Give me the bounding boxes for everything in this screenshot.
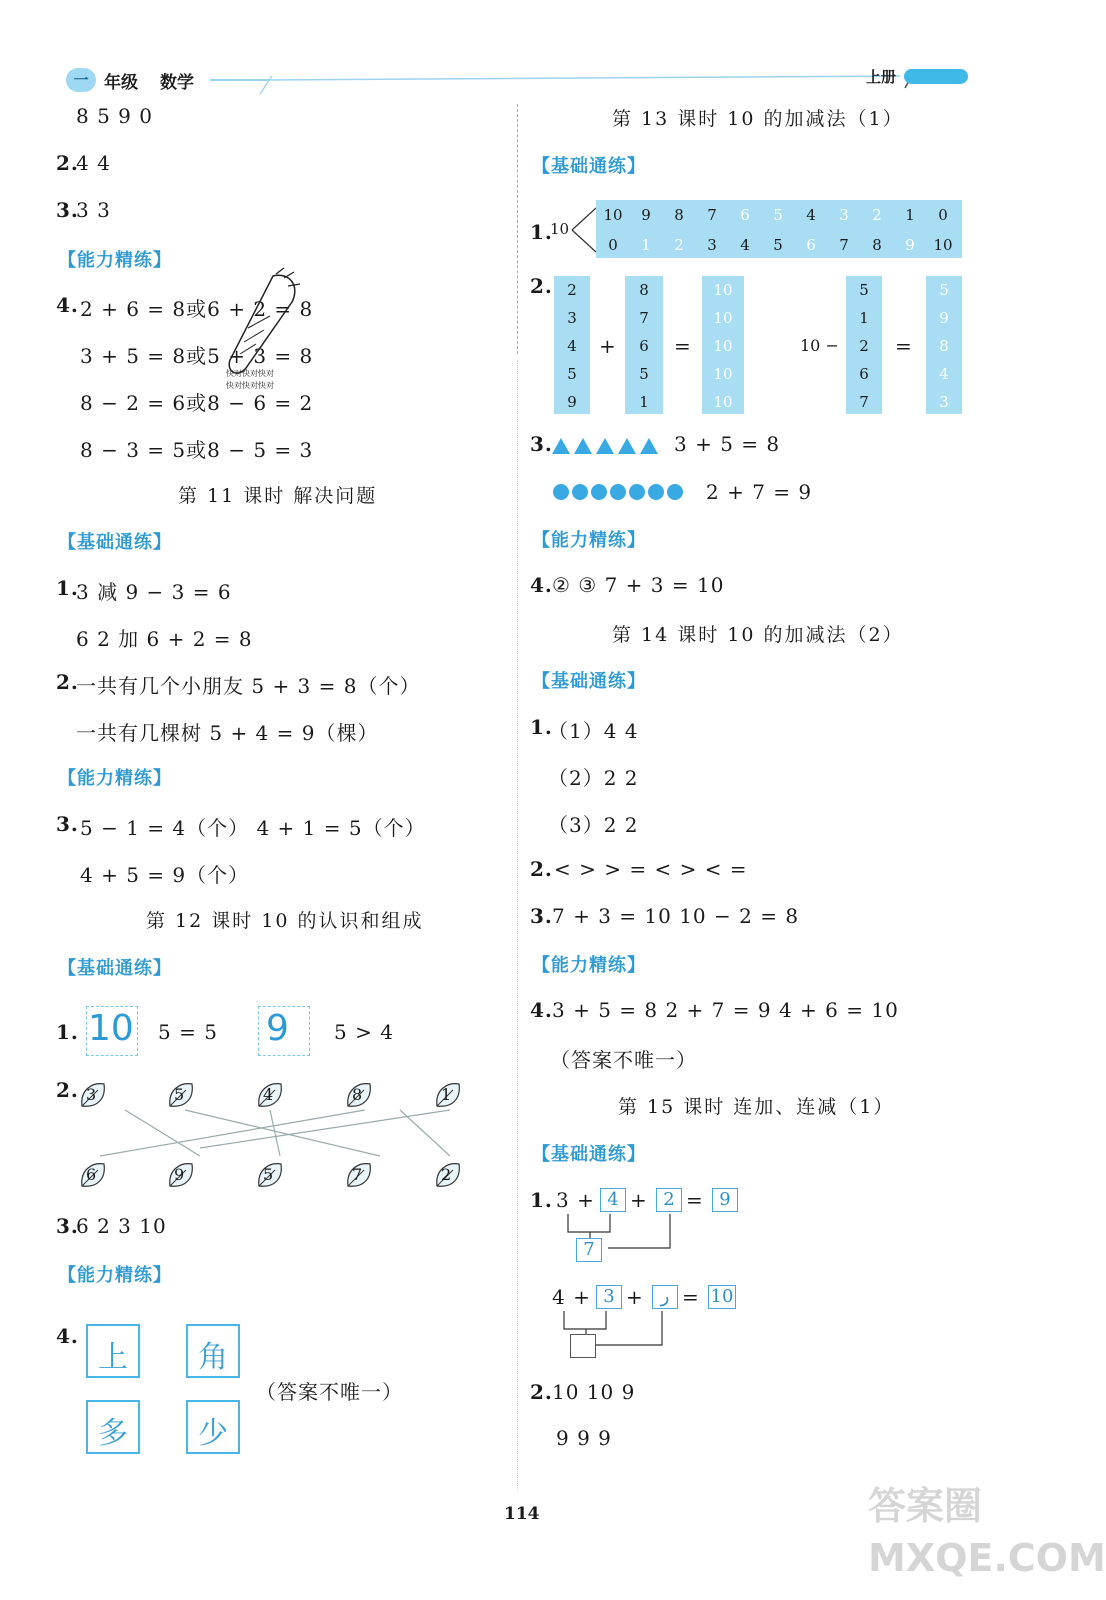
leaf-number: 6 — [86, 1165, 97, 1184]
column-cell: 1 — [859, 309, 869, 327]
column-cell: 8 — [939, 337, 949, 355]
answer-note: （答案不唯一） — [256, 1380, 403, 1404]
partial-sum-box: 7 — [576, 1238, 602, 1262]
answer-line: 2 + 7 = 9 — [706, 480, 813, 504]
answer-line: 7 + 3 = 10 10 − 2 = 8 — [552, 904, 800, 928]
decompose-cell: 2 — [674, 236, 684, 254]
grade-label: 年级 — [104, 73, 138, 93]
lesson-title: 第 12 课时 10 的认识和组成 — [146, 910, 424, 932]
leaf-number: 5 — [263, 1165, 274, 1184]
answer-line: ② ③ 7 + 3 = 10 — [552, 573, 725, 597]
section-heading-basic: 【基础通练】 — [532, 1144, 646, 1165]
column-cell: 7 — [639, 309, 649, 327]
decompose-cell: 3 — [707, 236, 717, 254]
section-heading-ability: 【能力精练】 — [58, 768, 172, 789]
leaf-top — [433, 1080, 463, 1110]
leaf-number: 3 — [86, 1085, 97, 1104]
column-divider-lower — [517, 360, 518, 1490]
column-cell: 9 — [939, 309, 949, 327]
character-box — [86, 1400, 140, 1454]
answer-line: 8 − 3 = 5或8 − 5 = 3 — [80, 438, 314, 462]
column-divider — [517, 104, 518, 354]
column-cell: 6 — [639, 337, 649, 355]
section-heading-ability: 【能力精练】 — [58, 250, 172, 271]
decompose-cell: 5 — [773, 206, 783, 224]
leaf-bottom — [166, 1160, 196, 1190]
question-number: 1. — [56, 1020, 79, 1044]
decompose-total: 10 — [550, 220, 570, 238]
plus-sign: + — [626, 1285, 644, 1309]
answer-box: 9 — [712, 1188, 738, 1212]
answer-line: 6 2 3 10 — [76, 1214, 167, 1238]
leaf-top — [166, 1080, 196, 1110]
answer-line: 9 9 9 — [556, 1426, 612, 1450]
column-cell: 10 — [713, 365, 733, 383]
leaf-top — [255, 1080, 285, 1110]
answer-line: 一共有几棵树 5 + 4 = 9（棵） — [76, 721, 379, 745]
decompose-cell: 5 — [773, 236, 783, 254]
answer-box: 4 — [600, 1188, 626, 1212]
question-number: 2. — [56, 151, 79, 175]
leaf-bottom — [78, 1160, 108, 1190]
lesson-title: 第 14 课时 10 的加减法（2） — [612, 624, 904, 646]
decompose-cell: 2 — [872, 206, 882, 224]
column-cell: 10 — [713, 337, 733, 355]
question-number: 3. — [56, 1214, 79, 1238]
answer-line: 6 2 加 6 + 2 = 8 — [76, 627, 253, 651]
question-number: 3. — [56, 198, 79, 222]
column-cell: 6 — [859, 365, 869, 383]
volume-label: 上册 — [866, 68, 897, 86]
character: 角 — [198, 1340, 228, 1375]
lesson-title: 第 15 课时 连加、连减（1） — [618, 1096, 895, 1118]
column-cell: 7 — [859, 393, 869, 411]
watermark-logo — [868, 1480, 1106, 1590]
expr-start: 4 + — [552, 1285, 591, 1309]
question-number: 4. — [56, 293, 79, 317]
column-cell: 5 — [859, 281, 869, 299]
partial-sum-box — [570, 1334, 596, 1358]
answer-line: 5 = 5 — [158, 1020, 218, 1044]
lesson-title: 第 13 课时 10 的加减法（1） — [612, 108, 904, 130]
section-heading-basic: 【基础通练】 — [58, 532, 172, 553]
section-heading-ability: 【能力精练】 — [58, 1265, 172, 1286]
answer-line: 3 3 — [76, 198, 111, 222]
column-cell: 5 — [567, 365, 577, 383]
leaf-number: 7 — [352, 1165, 363, 1184]
character-box — [186, 1324, 240, 1378]
equals-sign: = — [674, 334, 692, 358]
answer-line: （3）2 2 — [548, 813, 639, 837]
question-number: 4. — [56, 1324, 79, 1348]
question-number: 4. — [530, 573, 553, 597]
answer-line: 3 + 5 = 8或5 + 3 = 8 — [80, 344, 314, 368]
question-number: 4. — [530, 998, 553, 1022]
question-number: 1. — [530, 1188, 553, 1212]
grade-badge: 一 — [66, 68, 96, 92]
column-cell: 9 — [567, 393, 577, 411]
answer-box: 10 — [708, 1285, 736, 1309]
expr-start: 3 + — [556, 1188, 595, 1212]
answer-note: （答案不唯一） — [550, 1048, 697, 1072]
answer-line: 5 − 1 = 4（个） 4 + 1 = 5（个） — [80, 816, 426, 840]
character: 多 — [98, 1416, 128, 1451]
answer-line: 一共有几个小朋友 5 + 3 = 8（个） — [76, 674, 421, 698]
section-heading-ability: 【能力精练】 — [532, 955, 646, 976]
answer-line: （1）4 4 — [548, 719, 639, 743]
svg-text:快对快对快对: 快对快对快对 — [226, 381, 274, 390]
leaf-number: 8 — [352, 1085, 363, 1104]
decompose-cell: 9 — [641, 206, 651, 224]
decompose-cell: 8 — [674, 206, 684, 224]
answer-line: 4 + 5 = 9（个） — [80, 863, 250, 887]
answer-line: 3 减 9 − 3 = 6 — [76, 580, 232, 604]
character-box — [186, 1400, 240, 1454]
leaf-number: 5 — [174, 1085, 185, 1104]
leaf-top — [78, 1080, 108, 1110]
character: 少 — [198, 1416, 228, 1451]
number-box-value: 10 — [88, 1008, 134, 1049]
answer-line: < > > = < > < = — [554, 857, 748, 881]
decompose-cell: 1 — [905, 206, 915, 224]
decompose-cell: 7 — [839, 236, 849, 254]
answer-line: 3 + 5 = 8 — [674, 432, 781, 456]
character: 上 — [98, 1340, 128, 1375]
decompose-cell: 6 — [740, 206, 750, 224]
svg-text:快对快对快对: 快对快对快对 — [226, 369, 274, 378]
leaf-number: 9 — [174, 1165, 185, 1184]
column-cell: 4 — [939, 365, 949, 383]
decompose-cell: 10 — [933, 236, 953, 254]
triangle-row — [550, 436, 660, 456]
leaf-number: 4 — [263, 1085, 274, 1104]
column-cell: 1 — [639, 393, 649, 411]
decompose-cell: 4 — [740, 236, 750, 254]
leaf-number: 2 — [441, 1165, 452, 1184]
decompose-cell: 0 — [938, 206, 948, 224]
watermark-text: 答案圈 MXQE.COM — [868, 1484, 1106, 1580]
decompose-cell: 10 — [603, 206, 623, 224]
decompose-cell: 0 — [608, 236, 618, 254]
column-cell: 4 — [567, 337, 577, 355]
number-box-value: 9 — [266, 1008, 289, 1049]
question-number: 1. — [530, 220, 553, 244]
answer-box: ر — [652, 1285, 678, 1309]
decompose-cell: 6 — [806, 236, 816, 254]
answer-box: 3 — [596, 1285, 622, 1309]
section-heading-basic: 【基础通练】 — [532, 156, 646, 177]
leaf-number: 1 — [441, 1085, 452, 1104]
column-cell: 3 — [939, 393, 949, 411]
carrot-drawing — [218, 268, 308, 393]
decompose-cell: 3 — [839, 206, 849, 224]
column-cell: 8 — [639, 281, 649, 299]
equals-sign: = — [686, 1188, 704, 1212]
answer-line: 2 + 6 = 8或6 + 2 = 8 — [80, 297, 314, 321]
decompose-cell: 1 — [641, 236, 651, 254]
decompose-cell: 9 — [905, 236, 915, 254]
question-number: 3. — [56, 812, 79, 836]
question-number: 2. — [56, 670, 79, 694]
column-cell: 5 — [639, 365, 649, 383]
plus-sign: + — [599, 334, 617, 358]
column-cell: 2 — [859, 337, 869, 355]
equals-sign: = — [682, 1285, 700, 1309]
question-number: 2. — [530, 857, 553, 881]
answer-line: （2）2 2 — [548, 766, 639, 790]
column-cell: 10 — [713, 309, 733, 327]
answer-line: 5 > 4 — [334, 1020, 394, 1044]
page-number: 114 — [504, 1504, 540, 1524]
question-number: 2. — [56, 1078, 79, 1102]
leaf-bottom — [255, 1160, 285, 1190]
section-heading-ability: 【能力精练】 — [532, 530, 646, 551]
minus-prefix: 10 − — [800, 336, 839, 355]
column-cell: 3 — [567, 309, 577, 327]
answer-line: 4 4 — [76, 151, 111, 175]
question-number: 1. — [530, 715, 553, 739]
plus-sign: + — [630, 1188, 648, 1212]
subject-label: 数学 — [160, 73, 194, 93]
answer-line: 10 10 9 — [552, 1380, 636, 1404]
column-cell: 10 — [713, 393, 733, 411]
leaf-top — [344, 1080, 374, 1110]
answer-line: 8 − 2 = 6或8 − 6 = 2 — [80, 391, 314, 415]
brand-logo — [904, 69, 968, 84]
decompose-cell: 4 — [806, 206, 816, 224]
decompose-cell: 7 — [707, 206, 717, 224]
character-box — [86, 1324, 140, 1378]
question-number: 1. — [56, 576, 79, 600]
question-number: 3. — [530, 904, 553, 928]
header-rule — [60, 66, 980, 96]
question-number: 2. — [530, 274, 553, 298]
decompose-cell: 8 — [872, 236, 882, 254]
section-heading-basic: 【基础通练】 — [58, 958, 172, 979]
column-cell: 5 — [939, 281, 949, 299]
section-heading-basic: 【基础通练】 — [532, 671, 646, 692]
equals-sign: = — [895, 334, 913, 358]
leaf-bottom — [433, 1160, 463, 1190]
circle-row — [552, 482, 692, 502]
question-number: 2. — [530, 1380, 553, 1404]
lesson-title: 第 11 课时 解决问题 — [178, 485, 378, 507]
column-cell: 2 — [567, 281, 577, 299]
answer-line: 8 5 9 0 — [76, 104, 153, 128]
answer-line: 3 + 5 = 8 2 + 7 = 9 4 + 6 = 10 — [552, 998, 899, 1022]
question-number: 3. — [530, 432, 553, 456]
column-cell: 10 — [713, 281, 733, 299]
leaf-bottom — [344, 1160, 374, 1190]
answer-box: 2 — [656, 1188, 682, 1212]
